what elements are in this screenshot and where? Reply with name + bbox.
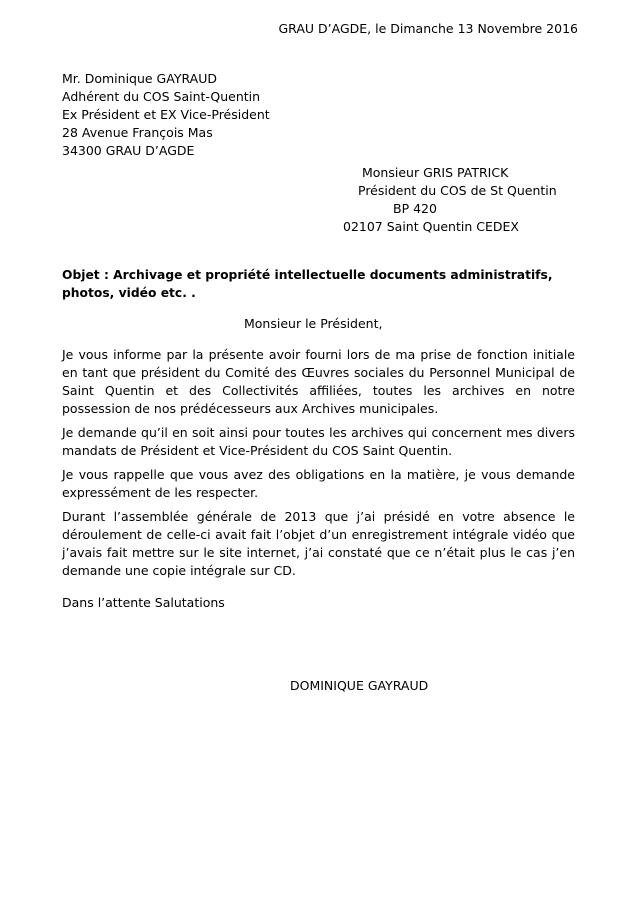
body-paragraph: Durant l’assemblée générale de 2013 que j’ai présidé en votre absence le déroulement de celle-ci avait fait l’objet d’un enregistrement intégrale vidéo que j’avais fait mettre sur le site internet, j’ai constaté que ce n’était plus le cas j’en demande une copie intégrale sur CD. — [62, 509, 575, 578]
sender-title: Ex Président et EX Vice-Président — [62, 107, 270, 122]
letter-signature: DOMINIQUE GAYRAUD — [290, 678, 429, 693]
recipient-po-box: BP 420 — [393, 201, 437, 216]
sender-city: 34300 GRAU D’AGDE — [62, 143, 195, 158]
recipient-title: Président du COS de St Quentin — [358, 183, 557, 198]
sender-address-block — [62, 70, 270, 160]
recipient-address-block — [340, 164, 560, 236]
letter-closing: Dans l’attente Salutations — [62, 595, 225, 610]
letter-subject: Objet : Archivage et propriété intellectuelle documents administratifs, photos, vidéo etc. . — [62, 268, 553, 300]
sender-membership: Adhérent du COS Saint-Quentin — [62, 89, 261, 104]
body-paragraph: Je vous rappelle que vous avez des obligations en la matière, je vous demande expressément de les respecter. — [62, 467, 575, 500]
sender-name: Mr. Dominique GAYRAUD — [62, 71, 217, 86]
body-paragraph: Je demande qu’il en soit ainsi pour toutes les archives qui concernent mes divers mandats de Président et Vice-Président du COS Saint Quentin. — [62, 425, 575, 458]
recipient-name: Monsieur GRIS PATRICK — [362, 165, 509, 180]
dateline: GRAU D’AGDE, le Dimanche 13 Novembre 2016 — [278, 21, 578, 36]
letter-body — [62, 346, 575, 586]
body-paragraph: Je vous informe par la présente avoir fourni lors de ma prise de fonction initiale en tant que président du Comité des Œuvres sociales du Personnel Municipal de Saint Quentin et des Collectivités affiliées, toutes les archives en notre possession de nos prédécesseurs aux Archives municipales. — [62, 347, 575, 416]
sender-street: 28 Avenue François Mas — [62, 125, 213, 140]
recipient-city: 02107 Saint Quentin CEDEX — [343, 219, 519, 234]
letter-salutation: Monsieur le Président, — [244, 316, 383, 331]
